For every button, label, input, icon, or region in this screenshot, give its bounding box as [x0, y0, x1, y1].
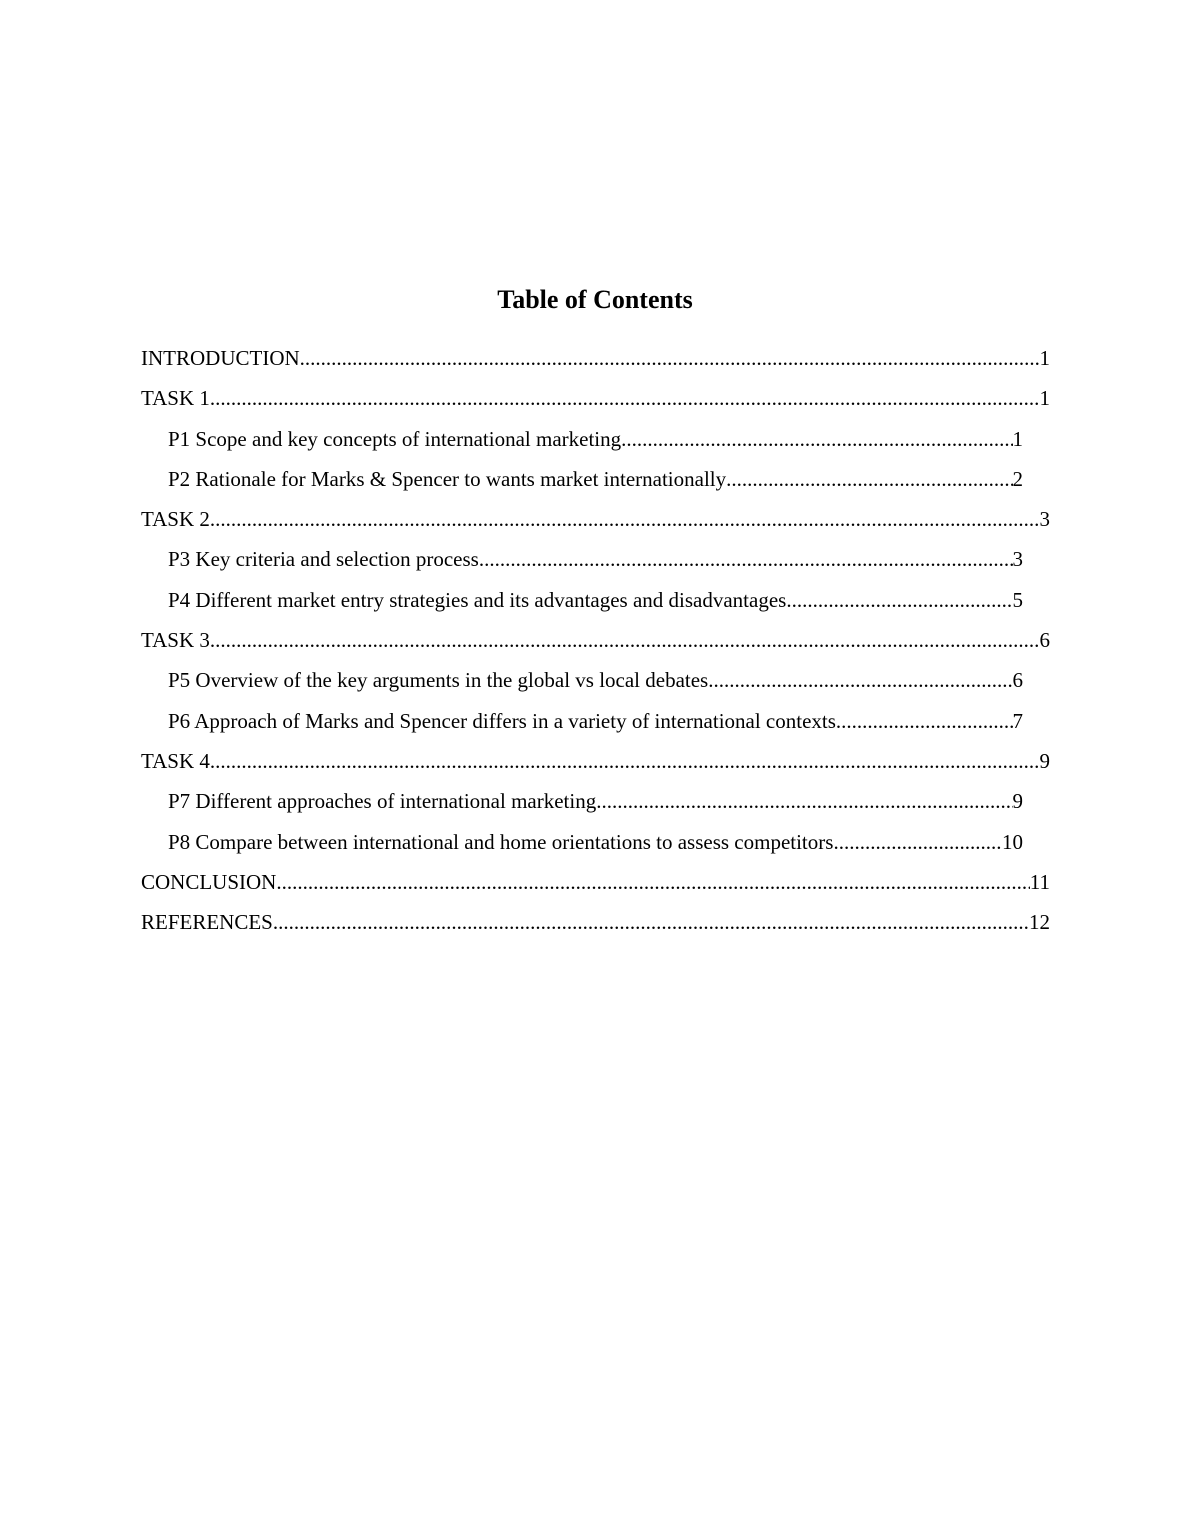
toc-entry-page-number: 10	[1002, 829, 1023, 854]
toc-entry-label: P4 Different market entry strategies and its advantages and disadvantages	[168, 587, 787, 612]
toc-entry-page-number: 1	[1039, 386, 1050, 411]
toc-entry-label: P6 Approach of Marks and Spencer differs in a variety of international contexts	[168, 708, 836, 733]
toc-entry-task-3[interactable]	[141, 620, 1050, 660]
toc-title: Table of Contents	[497, 285, 693, 314]
toc-entry-introduction[interactable]	[141, 338, 1050, 378]
toc-entry-p7[interactable]	[141, 781, 1023, 821]
toc-entry-page-number: 1	[1012, 426, 1023, 451]
toc-entry-references[interactable]	[141, 902, 1050, 942]
toc-entry-p4[interactable]	[141, 580, 1023, 620]
toc-entry-task-4[interactable]	[141, 741, 1050, 781]
toc-dot-leader	[833, 822, 1002, 862]
toc-dot-leader	[276, 862, 1029, 902]
toc-list	[141, 338, 1050, 942]
toc-dot-leader	[708, 660, 1012, 700]
toc-entry-page-number: 6	[1039, 628, 1050, 653]
toc-dot-leader	[726, 459, 1012, 499]
toc-entry-p8[interactable]	[141, 822, 1023, 862]
toc-entry-page-number: 2	[1012, 466, 1023, 491]
toc-entry-label: P5 Overview of the key arguments in the global vs local debates	[168, 668, 709, 693]
toc-dot-leader	[836, 701, 1013, 741]
toc-entry-p3[interactable]	[141, 539, 1023, 579]
toc-dot-leader	[300, 338, 1040, 378]
toc-entry-p2[interactable]	[141, 459, 1023, 499]
toc-entry-p1[interactable]	[141, 419, 1023, 459]
toc-dot-leader	[479, 539, 1013, 579]
toc-dot-leader	[621, 419, 1012, 459]
toc-entry-page-number: 3	[1012, 547, 1023, 572]
toc-entry-label: P7 Different approaches of international marketing	[168, 789, 597, 814]
toc-entry-page-number: 12	[1029, 910, 1050, 935]
toc-entry-p5[interactable]	[141, 660, 1023, 700]
toc-dot-leader	[210, 741, 1040, 781]
toc-dot-leader	[210, 499, 1040, 539]
toc-entry-label: P2 Rationale for Marks & Spencer to wants market internationally	[168, 466, 727, 491]
toc-dot-leader	[273, 902, 1029, 942]
toc-entry-label: REFERENCES	[141, 910, 273, 935]
toc-entry-label: P8 Compare between international and home orientations to assess competitors	[168, 829, 834, 854]
toc-entry-label: P1 Scope and key concepts of international marketing	[168, 426, 622, 451]
toc-entry-page-number: 9	[1012, 789, 1023, 814]
toc-entry-p6[interactable]	[141, 701, 1023, 741]
toc-entry-page-number: 3	[1039, 507, 1050, 532]
toc-entry-task-1[interactable]	[141, 378, 1050, 418]
toc-entry-page-number: 7	[1012, 708, 1023, 733]
toc-entry-conclusion[interactable]	[141, 862, 1050, 902]
toc-entry-label: TASK 1	[141, 386, 210, 411]
toc-dot-leader	[786, 580, 1012, 620]
toc-entry-label: TASK 3	[141, 628, 210, 653]
toc-dot-leader	[596, 781, 1012, 821]
toc-entry-label: CONCLUSION	[141, 869, 277, 894]
toc-entry-page-number: 9	[1039, 748, 1050, 773]
toc-entry-page-number: 11	[1029, 869, 1050, 894]
toc-entry-label: TASK 2	[141, 507, 210, 532]
toc-entry-label: TASK 4	[141, 748, 210, 773]
toc-entry-label: P3 Key criteria and selection process	[168, 547, 479, 572]
toc-entry-task-2[interactable]	[141, 499, 1050, 539]
toc-entry-page-number: 5	[1012, 587, 1023, 612]
toc-entry-label: INTRODUCTION	[141, 346, 300, 370]
toc-entry-page-number: 1	[1039, 346, 1050, 370]
toc-entry-page-number: 6	[1012, 668, 1023, 693]
toc-dot-leader	[210, 378, 1040, 418]
toc-dot-leader	[210, 620, 1040, 660]
